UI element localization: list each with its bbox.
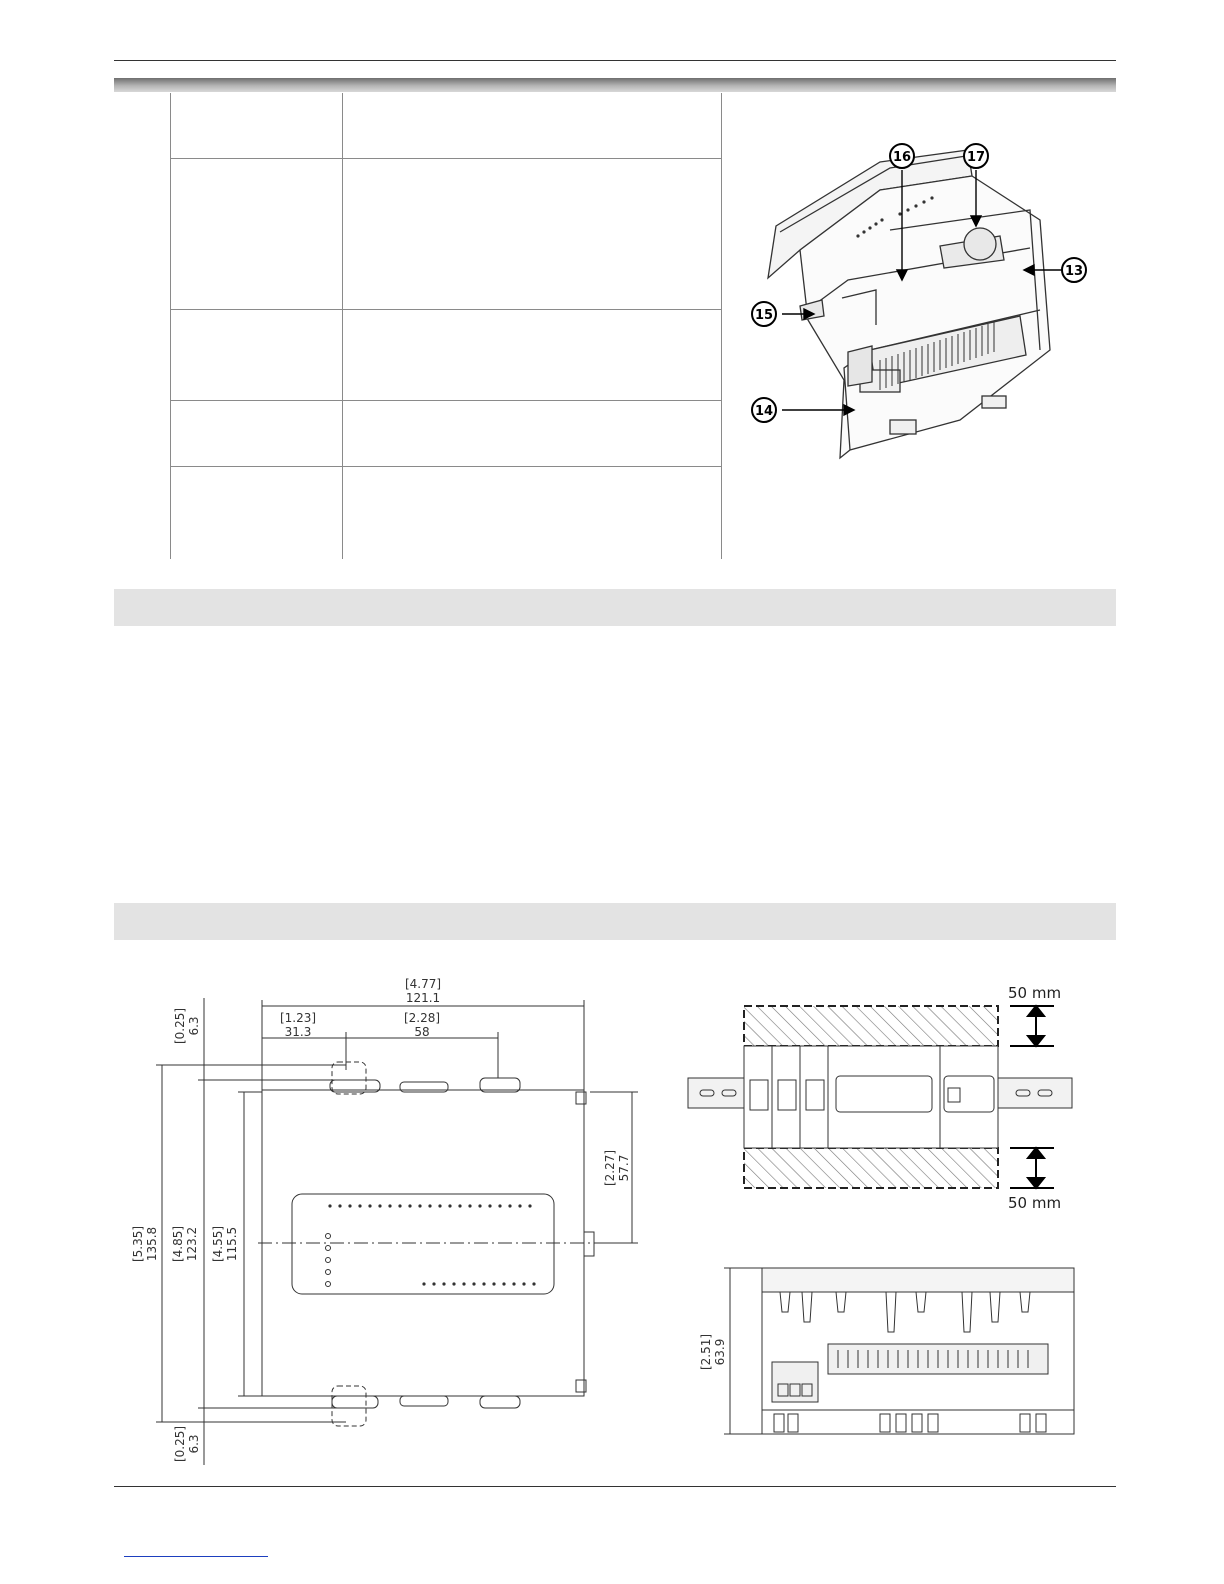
side-dimension-drawing (690, 1262, 1090, 1442)
dim-total-mm: 135.8 (145, 1226, 159, 1262)
section-heading-band (114, 589, 1116, 626)
dim-outer-mm: 123.2 (185, 1226, 199, 1262)
header-rule (114, 60, 1116, 61)
dim-pitch-in: [2.28] (403, 1011, 441, 1025)
table-header-bar (114, 78, 1116, 92)
clearance-bottom-label: 50 mm (1008, 1194, 1062, 1212)
dim-body-mm: 115.5 (225, 1226, 239, 1262)
callout-13-label: 13 (1064, 264, 1084, 279)
components-table (114, 93, 722, 559)
dim-rail-in: [2.27] (603, 1149, 617, 1187)
installation-clearance-drawing (686, 978, 1086, 1218)
dim-width-in: [4.77] (404, 977, 442, 991)
table-row-divider (170, 466, 721, 467)
dim-bot-clip-in: [0.25] (173, 1425, 187, 1463)
footer-link-underline[interactable] (124, 1556, 268, 1557)
dim-body-in: [4.55] (211, 1225, 225, 1263)
callout-16-label: 16 (892, 150, 912, 165)
dim-pitch-mm: 58 (414, 1025, 430, 1039)
dim-bot-clip-mm: 6.3 (187, 1434, 201, 1454)
table-column-divider (170, 93, 171, 559)
table-row-divider (170, 158, 721, 159)
dim-left-in: [1.23] (279, 1011, 317, 1025)
table-row-divider (170, 309, 721, 310)
dim-rail-mm: 57.7 (617, 1154, 631, 1182)
dim-top-clip-in: [0.25] (173, 1007, 187, 1045)
table-column-divider (721, 93, 722, 559)
dim-top-clip-mm: 6.3 (187, 1016, 201, 1036)
dim-total-in: [5.35] (131, 1225, 145, 1263)
table-row-divider (170, 400, 721, 401)
callout-17-label: 17 (966, 150, 986, 165)
controller-opened-illustration (740, 120, 1100, 470)
table-column-divider (342, 93, 343, 559)
dim-width-mm: 121.1 (405, 991, 441, 1005)
dim-depth-mm: 63.9 (713, 1338, 727, 1366)
callout-14-label: 14 (754, 404, 774, 419)
clearance-top-label: 50 mm (1008, 984, 1062, 1002)
dim-outer-in: [4.85] (171, 1225, 185, 1263)
dim-depth-in: [2.51] (699, 1333, 713, 1371)
callout-15-label: 15 (754, 308, 774, 323)
section-heading-band (114, 903, 1116, 940)
dim-left-mm: 31.3 (284, 1025, 312, 1039)
footer-rule (114, 1486, 1116, 1487)
front-dimension-drawing (120, 970, 650, 1475)
